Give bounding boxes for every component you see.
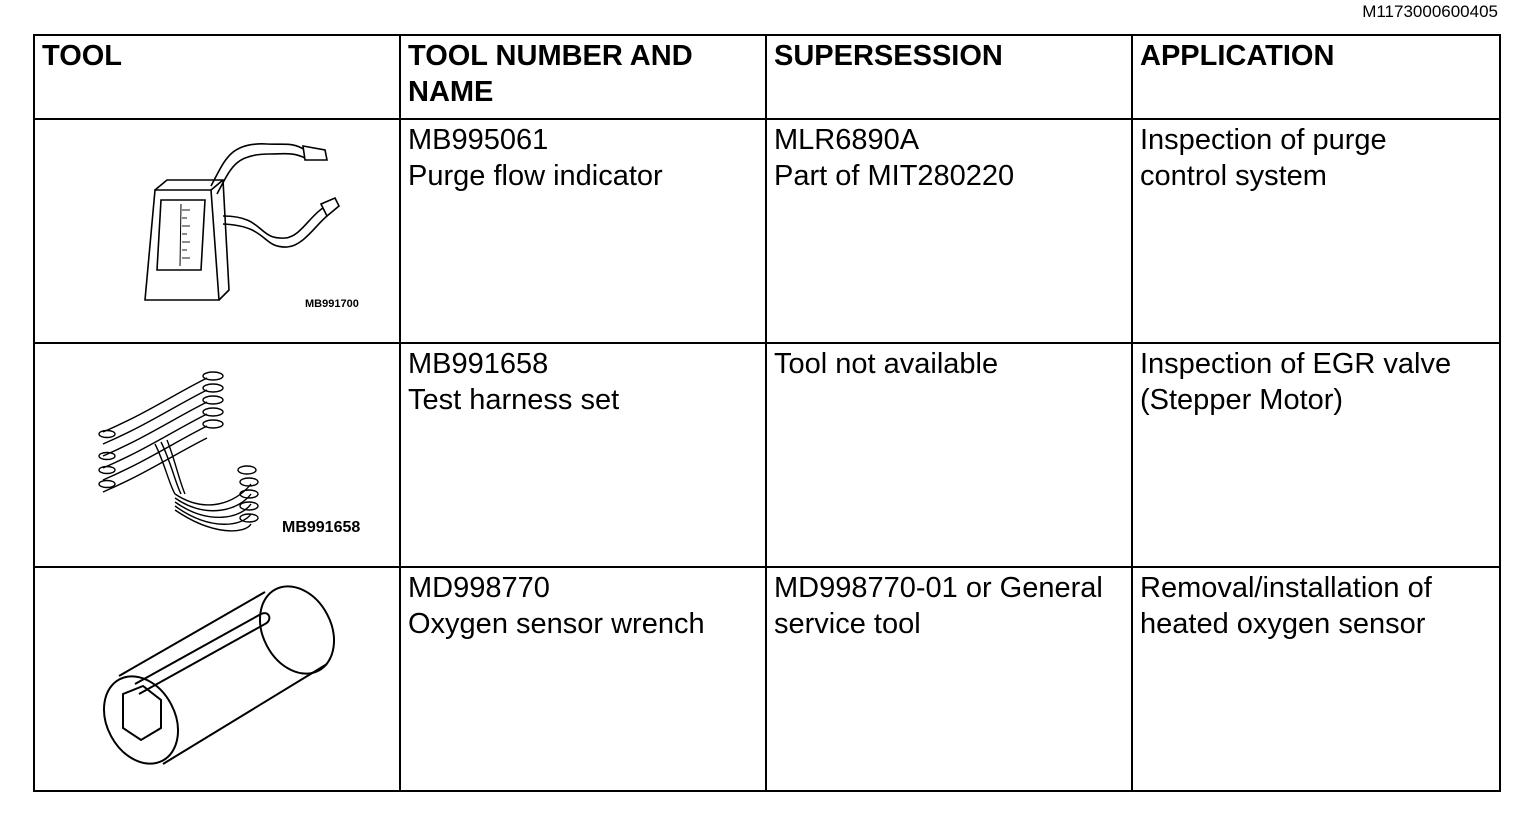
tool-illustration-cell <box>34 119 400 343</box>
illustration-label: MB991700 <box>305 298 359 310</box>
document-id: M1173000600405 <box>1362 2 1498 21</box>
application-line: control system <box>1140 160 1327 192</box>
supersession-line: MD998770-01 or General <box>774 572 1103 604</box>
header-tool: TOOL <box>34 35 400 119</box>
tool-number-and-name-cell <box>400 343 766 567</box>
table-row <box>34 119 1500 343</box>
special-tools-table <box>33 34 1501 792</box>
tool-number-and-name-cell <box>400 567 766 791</box>
supersession-line: Tool not available <box>774 348 999 380</box>
tool-number: MB995061 <box>408 124 549 156</box>
supersession-line: MLR6890A <box>774 124 920 156</box>
supersession-line: Part of MIT280220 <box>774 160 1015 192</box>
test-harness-set-illustration <box>35 344 399 566</box>
application-line: Inspection of EGR valve <box>1140 348 1452 380</box>
application-cell <box>1132 343 1500 567</box>
tool-number-and-name-cell <box>400 119 766 343</box>
application-line: heated oxygen sensor <box>1140 608 1426 640</box>
supersession-line: service tool <box>774 608 921 640</box>
tool-number: MD998770 <box>408 572 550 604</box>
purge-flow-indicator-illustration <box>35 120 399 342</box>
application-line: Removal/installation of <box>1140 572 1432 604</box>
header-application: APPLICATION <box>1132 35 1500 119</box>
application-line: Inspection of purge <box>1140 124 1387 156</box>
tool-illustration-cell <box>34 567 400 791</box>
illustration-label: MB991658 <box>282 519 361 536</box>
tool-name: Purge flow indicator <box>408 160 663 192</box>
tool-name: Oxygen sensor wrench <box>408 608 705 640</box>
application-line: (Stepper Motor) <box>1140 384 1344 416</box>
header-supersession: SUPERSESSION <box>766 35 1132 119</box>
tool-name: Test harness set <box>408 384 620 416</box>
supersession-cell <box>766 343 1132 567</box>
table-row <box>34 343 1500 567</box>
table-header-row <box>34 35 1500 119</box>
supersession-cell <box>766 567 1132 791</box>
tool-illustration-cell <box>34 343 400 567</box>
tool-number: MB991658 <box>408 348 549 380</box>
table-row <box>34 567 1500 791</box>
application-cell <box>1132 567 1500 791</box>
header-tool-number-and-name: TOOL NUMBER AND NAME <box>400 35 766 119</box>
supersession-cell <box>766 119 1132 343</box>
application-cell <box>1132 119 1500 343</box>
oxygen-sensor-wrench-illustration <box>35 568 399 790</box>
